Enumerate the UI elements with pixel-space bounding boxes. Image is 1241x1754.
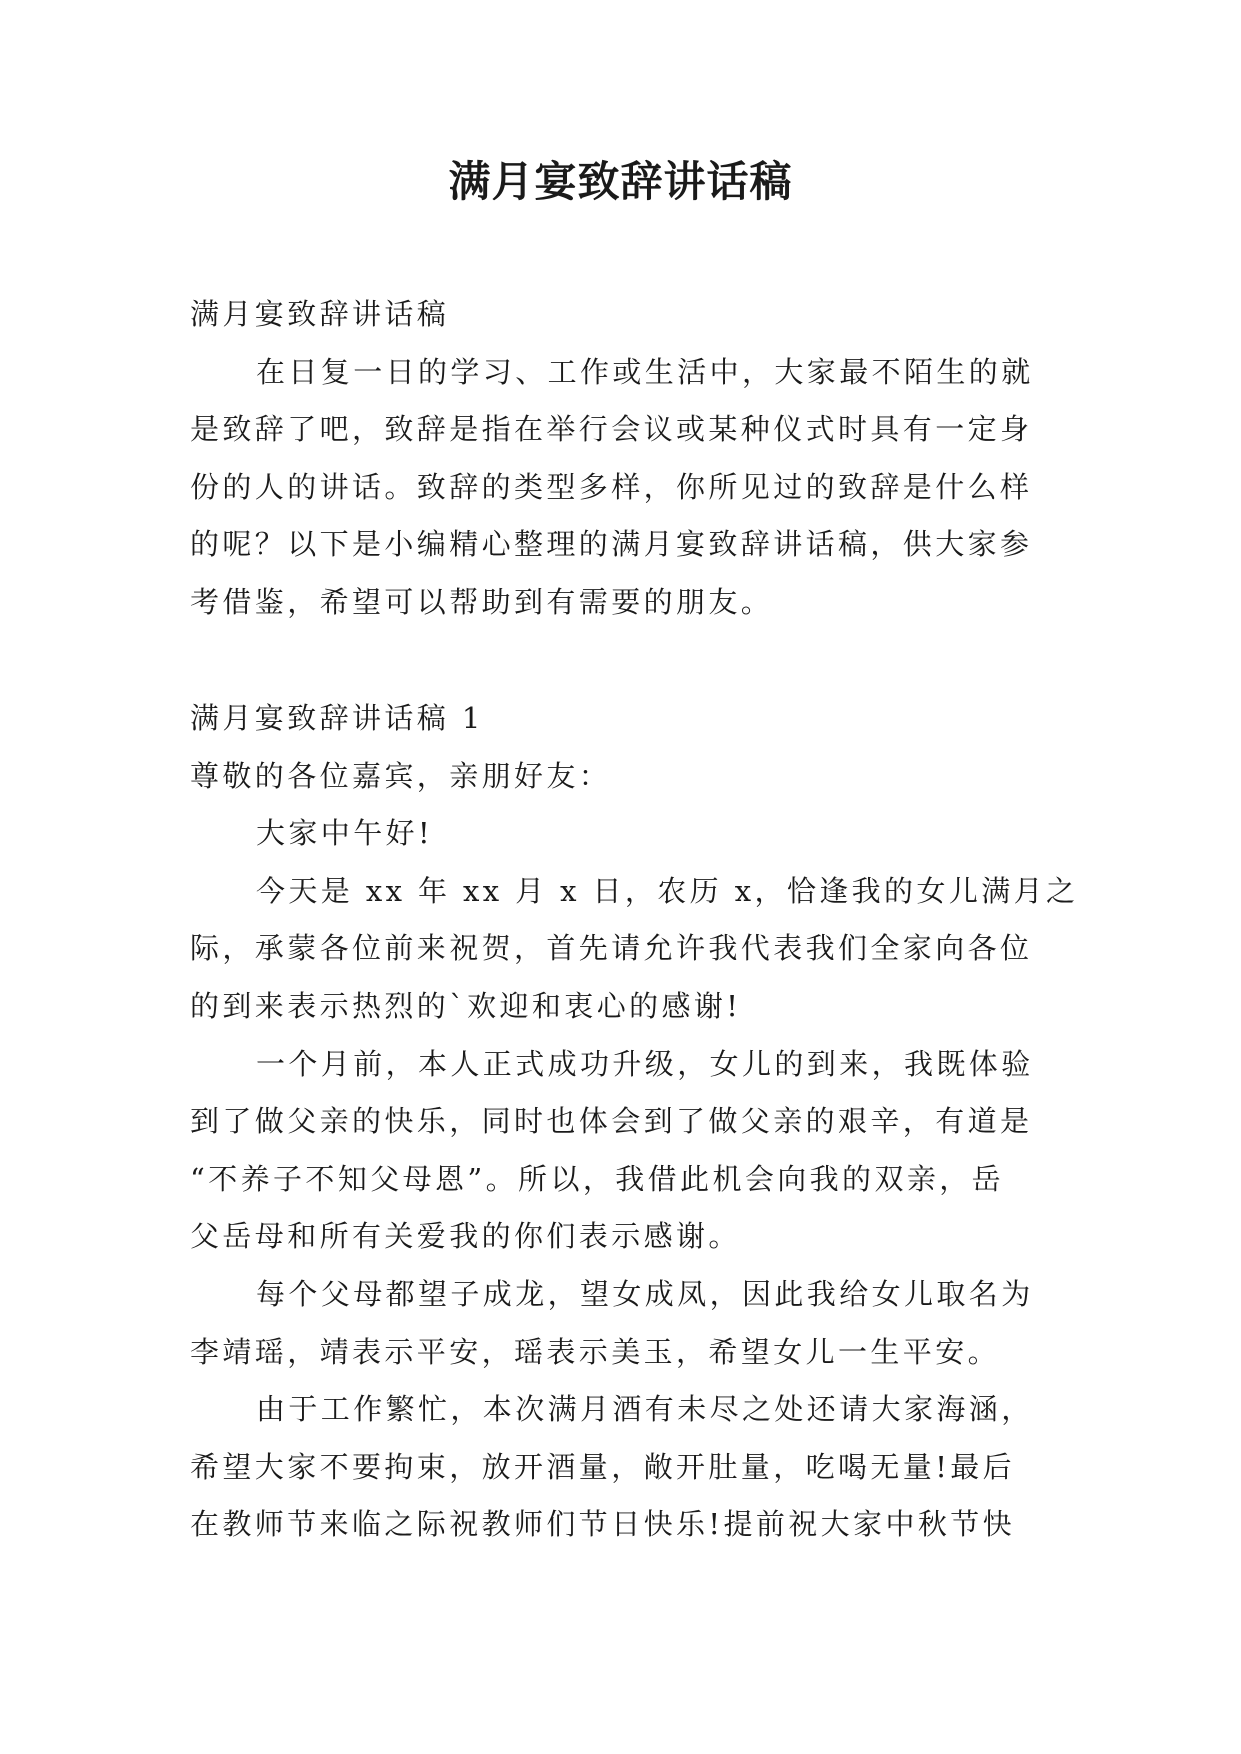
paragraph-line: 一个月前，本人正式成功升级，女儿的到来，我既体验 xyxy=(256,1046,1034,1081)
paragraph-line: 到了做父亲的快乐，同时也体会到了做父亲的艰辛，有道是 xyxy=(190,1104,1033,1139)
speech-block xyxy=(190,690,1079,1554)
paragraph-line: 希望大家不要拘束，放开酒量，敞开肚量，吃喝无量!最后 xyxy=(190,1449,1016,1484)
section-heading: 满月宴致辞讲话稿 1 xyxy=(190,701,484,735)
paragraph-line: 今天是 xx 年 xx 月 x 日，农历 x，恰逢我的女儿满月之 xyxy=(256,873,1079,908)
paragraph-line: 父岳母和所有关爱我的你们表示感谢。 xyxy=(190,1219,741,1254)
paragraph-line: 由于工作繁忙，本次满月酒有未尽之处还请大家海涵， xyxy=(256,1392,1034,1427)
paragraph-line: 际，承蒙各位前来祝贺，首先请允许我代表我们全家向各位 xyxy=(190,931,1033,966)
intro-paragraph xyxy=(190,344,1058,632)
paragraph-line: “不养子不知父母恩”。所以，我借此机会向我的双亲，岳 xyxy=(190,1161,1005,1196)
document-title: 满月宴致辞讲话稿 xyxy=(448,157,793,206)
paragraph-line: 李靖瑶，靖表示平安，瑶表示美玉，希望女儿一生平安。 xyxy=(190,1334,1001,1369)
greeting: 大家中午好! xyxy=(256,816,434,851)
intro-paragraph-line: 的呢？以下是小编精心整理的满月宴致辞讲话稿，供大家参 xyxy=(190,527,1033,562)
intro-paragraph-line: 是致辞了吧，致辞是指在举行会议或某种仪式时具有一定身 xyxy=(190,412,1033,447)
paragraph-line: 的到来表示热烈的`欢迎和衷心的感谢! xyxy=(190,988,742,1023)
salutation: 尊敬的各位嘉宾，亲朋好友： xyxy=(190,758,612,793)
intro-paragraph-line: 份的人的讲话。致辞的类型多样，你所见过的致辞是什么样 xyxy=(190,469,1033,504)
intro-block xyxy=(190,286,1058,632)
paragraph-line: 在教师节来临之际祝教师们节日快乐!提前祝大家中秋节快 xyxy=(190,1507,1016,1542)
speech-paragraph-1 xyxy=(190,863,1079,1036)
speech-paragraph-3 xyxy=(190,1266,1058,1381)
speech-paragraph-2 xyxy=(190,1036,1058,1266)
intro-heading: 满月宴致辞讲话稿 xyxy=(190,297,450,331)
intro-paragraph-line: 在日复一日的学习、工作或生活中，大家最不陌生的就 xyxy=(256,354,1034,389)
paragraph-line: 每个父母都望子成龙，望女成凤，因此我给女儿取名为 xyxy=(256,1276,1034,1311)
speech-paragraph-4 xyxy=(190,1381,1058,1554)
intro-paragraph-line: 考借鉴，希望可以帮助到有需要的朋友。 xyxy=(190,584,774,619)
